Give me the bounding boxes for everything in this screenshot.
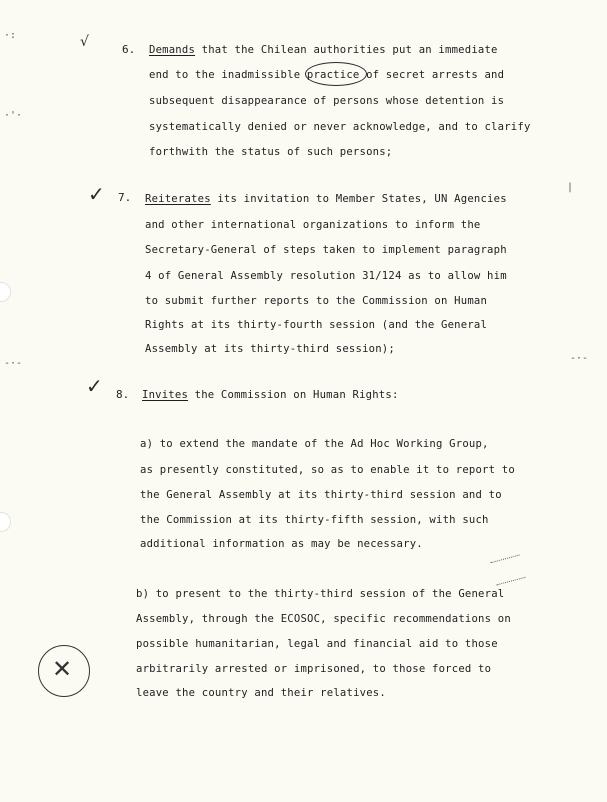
margin-dots: -·- — [4, 358, 23, 369]
paragraph-line — [145, 193, 507, 205]
paragraph-line: systematically denied or never acknowledge, and to clarify — [149, 121, 531, 133]
checkmark-icon: ✓ — [88, 182, 105, 206]
line-text: that the Chilean authorities put an immediate — [195, 44, 498, 56]
checkmark-icon: ✓ — [86, 374, 103, 398]
subitem-line: the Commission at its thirty-fifth session, with such — [140, 514, 489, 526]
paragraph-number: 7. — [118, 191, 132, 204]
circled-x-stamp — [38, 645, 90, 697]
subitem-line: possible humanitarian, legal and financial aid to those — [136, 638, 498, 650]
operative-verb: Demands — [149, 44, 196, 56]
subitem-line: b) to present to the thirty-third session of the General — [136, 588, 505, 600]
paragraph-line: Rights at its thirty-fourth session (and the General — [145, 319, 488, 331]
margin-dots: -·- — [570, 353, 589, 364]
punch-hole — [0, 512, 11, 532]
paragraph-number: 8. — [116, 388, 130, 401]
subitem-line: a) to extend the mandate of the Ad Hoc Working Group, — [140, 438, 489, 450]
handwritten-circle — [305, 62, 367, 86]
operative-verb: Invites — [142, 389, 189, 401]
punch-hole — [0, 282, 11, 302]
paragraph-line — [142, 389, 399, 401]
paragraph-line: subsequent disappearance of persons whose detention is — [149, 95, 505, 107]
subitem-line: as presently constituted, so as to enable it to report to — [140, 464, 515, 476]
paragraph-line: and other international organizations to inform the — [145, 219, 481, 231]
margin-dots: ·'· — [4, 110, 23, 121]
paragraph-number: 6. — [122, 43, 136, 56]
subitem-line: leave the country and their relatives. — [136, 687, 386, 699]
subitem-line: Assembly, through the ECOSOC, specific recommendations on — [136, 613, 511, 625]
paragraph-line — [149, 44, 498, 56]
margin-tick: | — [567, 182, 574, 193]
handwritten-scribble — [490, 555, 525, 586]
paragraph-line: Assembly at its thirty-third session); — [145, 343, 395, 355]
checkmark-icon: √ — [80, 34, 89, 50]
paragraph-line: to submit further reports to the Commission on Human — [145, 295, 488, 307]
subitem-line: arbitrarily arrested or imprisoned, to those forced to — [136, 663, 492, 675]
subitem-line: the General Assembly at its thirty-third session and to — [140, 489, 502, 501]
margin-dots: ·: — [4, 30, 17, 41]
paragraph-line: forthwith the status of such persons; — [149, 146, 393, 158]
paragraph-line: end to the inadmissible practice of secret arrests and — [149, 69, 505, 81]
subitem-line: additional information as may be necessary. — [140, 538, 423, 550]
paragraph-line: Secretary-General of steps taken to implement paragraph — [145, 244, 507, 256]
paragraph-line: 4 of General Assembly resolution 31/124 as to allow him — [145, 270, 507, 282]
operative-verb: Reiterates — [145, 193, 211, 205]
line-text: the Commission on Human Rights: — [188, 389, 399, 401]
line-text: its invitation to Member States, UN Agencies — [210, 193, 507, 205]
